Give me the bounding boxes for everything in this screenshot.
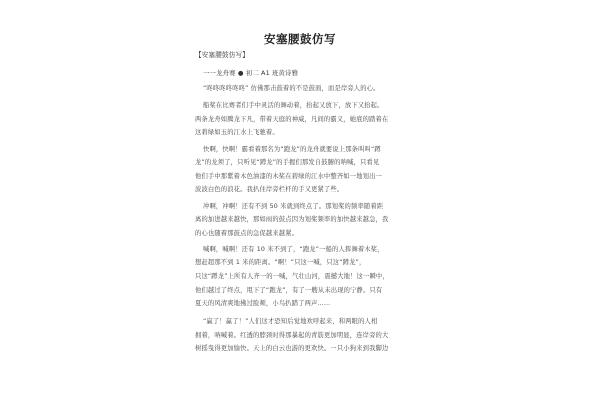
text-line: 波波白色的浪花。我扒住岸旁栏杆的手又更紧了些。 bbox=[195, 186, 344, 193]
text-line: 船桨在比赛者们手中灵活的舞动着，抬起又放下，放下又抬起。 bbox=[203, 102, 384, 109]
text-line: 喊啊，喊啊！还有 10 米不到了，“跑龙”一船的人挥舞着木桨， bbox=[203, 246, 384, 253]
text-line: 快啊，快啊！霸看着那名为“跑龙”的龙舟就要说上那条叫叫“蹲 bbox=[203, 146, 381, 153]
text-line: 树摇曳得更加愉快。天上的白云也游的更欢快。一只小狗来到我脚边 bbox=[195, 345, 389, 352]
text-line: 想赶超那不到 1 米的距离。“啊！”只这一喊，只这“蹲龙”， bbox=[195, 259, 366, 266]
text-line: 他们手中那紫着木色油漆的木桨在碧绿的江水中整齐如一地划出一 bbox=[195, 173, 382, 180]
document-tag: 【安塞腰鼓仿写】 bbox=[195, 51, 249, 59]
text-line: 拥着，呐喊着。红透的脖颈时得那暴起的青筋更加明显，连岸旁的大 bbox=[195, 332, 389, 339]
text-line: 龙”的龙须了，只听见“蹲龙”的手握们那发自鼓腑的呐喊，只看见 bbox=[195, 159, 380, 166]
document-title: 安塞腰鼓仿写 bbox=[264, 32, 336, 46]
document-subtitle: 一一龙舟赛 ● 初二 A1 班黄诗雅 bbox=[203, 69, 299, 77]
text-line: 这碧绿如玉的江水上飞驰着。 bbox=[195, 129, 279, 136]
text-line: 冲啊，冲啊！还有不到 50 米就到终点了。那划桨的频率随着距 bbox=[203, 203, 384, 210]
text-line: “赢了！赢了！”人们这才恐知后觉地欢呼起来，和两眼的人相 bbox=[203, 318, 378, 325]
text-line: 只这“蹲龙”上所有人齐一的一喊，气壮山河，震撼大地！这一瞬中， bbox=[195, 273, 389, 280]
text-line: 的心也随着那鼓点的急促越来越紧。 bbox=[195, 230, 299, 237]
text-line: 离的加进越来越快，那如雨的鼓点因为划桨频率的加快越来越急，我 bbox=[195, 216, 389, 223]
text-line: 夏天的风清爽地拂过脸颊，小鸟扒踏了两声…… bbox=[195, 300, 331, 307]
text-line: “咚咚咚咚咚咚” 仿佛那击鼓着的不是鼓面，而是岸旁人的心。 bbox=[203, 85, 380, 92]
text-line: 两条龙舟如腾龙下凡，带着天庭的神威，凡间的霸义，她底的踏着在 bbox=[195, 116, 389, 123]
text-line: 他们越过了终点，甩下了“跑龙”，有了一艘从未出现的宁静。只有 bbox=[195, 287, 383, 294]
